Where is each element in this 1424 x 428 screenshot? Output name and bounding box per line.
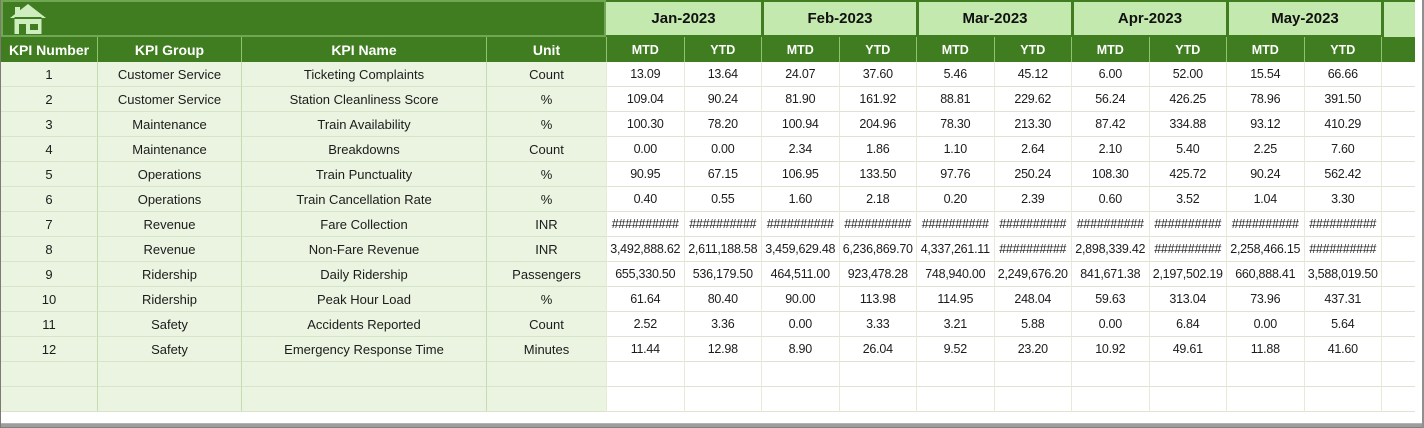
value-cell[interactable]: 11.44	[606, 337, 684, 362]
unit-cell[interactable]: Count	[486, 137, 606, 162]
window-bottom-edge	[1, 423, 1424, 428]
value-cell[interactable]: 87.42	[1071, 112, 1149, 137]
value-cell[interactable]: 923,478.28	[839, 262, 917, 287]
value-cell[interactable]: 8.90	[761, 337, 839, 362]
value-cell[interactable]: 3.33	[839, 312, 917, 337]
partial-cell[interactable]	[1381, 87, 1415, 112]
value-cell[interactable]: 229.62	[994, 87, 1072, 112]
value-cell[interactable]	[916, 387, 994, 412]
value-cell[interactable]	[839, 387, 917, 412]
mtd-header[interactable]: MTD	[1226, 37, 1304, 62]
kpi-name-cell[interactable]: Breakdowns	[241, 137, 486, 162]
value-cell[interactable]: 2.34	[761, 137, 839, 162]
value-cell[interactable]	[1149, 387, 1227, 412]
value-cell[interactable]: 100.94	[761, 112, 839, 137]
kpi-name-cell[interactable]: Non-Fare Revenue	[241, 237, 486, 262]
value-cell[interactable]: 0.40	[606, 187, 684, 212]
value-cell[interactable]: 748,940.00	[916, 262, 994, 287]
kpi-group-cell[interactable]: Revenue	[97, 212, 241, 237]
kpi-group-cell[interactable]	[97, 362, 241, 387]
month-header-apr-2023[interactable]: Apr-2023	[1071, 0, 1226, 37]
value-cell[interactable]	[1071, 387, 1149, 412]
kpi-number-cell[interactable]: 9	[1, 262, 97, 287]
value-cell[interactable]: 0.00	[761, 312, 839, 337]
mtd-header[interactable]: MTD	[916, 37, 994, 62]
partial-cell[interactable]	[1381, 137, 1415, 162]
value-cell[interactable]: 562.42	[1304, 162, 1382, 187]
table-row	[1, 187, 1415, 212]
value-cell[interactable]: 2.39	[994, 187, 1072, 212]
kpi-group-cell[interactable]: Safety	[97, 312, 241, 337]
value-cell[interactable]: ##########	[994, 212, 1072, 237]
month-header-jan-2023[interactable]: Jan-2023	[606, 0, 761, 37]
table-row	[1, 337, 1415, 362]
value-cell[interactable]: 78.30	[916, 112, 994, 137]
mtd-ytd-headers	[606, 37, 1381, 62]
value-cell[interactable]	[1149, 362, 1227, 387]
mtd-header[interactable]: MTD	[761, 37, 839, 62]
value-cell[interactable]: 9.52	[916, 337, 994, 362]
value-cell[interactable]: 213.30	[994, 112, 1072, 137]
value-cell[interactable]: ##########	[839, 212, 917, 237]
kpi-name-cell[interactable]: Fare Collection	[241, 212, 486, 237]
value-cell[interactable]: 45.12	[994, 62, 1072, 87]
value-cell[interactable]: 334.88	[1149, 112, 1227, 137]
unit-cell[interactable]: %	[486, 162, 606, 187]
value-cell[interactable]: 2,611,188.58	[684, 237, 762, 262]
unit-cell[interactable]: Count	[486, 312, 606, 337]
partial-cell[interactable]	[1381, 237, 1415, 262]
value-cell[interactable]: 5.46	[916, 62, 994, 87]
partial-cell[interactable]	[1381, 337, 1415, 362]
kpi-number-cell[interactable]: 3	[1, 112, 97, 137]
value-cell[interactable]: 2.25	[1226, 137, 1304, 162]
value-cell[interactable]: 90.00	[761, 287, 839, 312]
table-row	[1, 362, 1415, 387]
value-cell[interactable]: 437.31	[1304, 287, 1382, 312]
kpi-number-cell[interactable]: 12	[1, 337, 97, 362]
value-cell[interactable]: 2.52	[606, 312, 684, 337]
value-cell[interactable]	[606, 362, 684, 387]
column-header-row	[1, 37, 1415, 62]
kpi-number-cell[interactable]: 1	[1, 62, 97, 87]
table-row	[1, 262, 1415, 287]
value-cell[interactable]: ##########	[1149, 237, 1227, 262]
value-cell[interactable]: 391.50	[1304, 87, 1382, 112]
unit-cell[interactable]: %	[486, 187, 606, 212]
value-cell[interactable]: 97.76	[916, 162, 994, 187]
value-cell[interactable]: 2,197,502.19	[1149, 262, 1227, 287]
value-cell[interactable]: ##########	[606, 212, 684, 237]
value-cell[interactable]: 5.88	[994, 312, 1072, 337]
value-cell[interactable]: 4,337,261.11	[916, 237, 994, 262]
value-cell[interactable]	[606, 387, 684, 412]
value-cell[interactable]: 0.20	[916, 187, 994, 212]
value-cell[interactable]: 2.64	[994, 137, 1072, 162]
value-cell[interactable]: 11.88	[1226, 337, 1304, 362]
kpi-name-cell[interactable]: Train Availability	[241, 112, 486, 137]
kpi-group-cell[interactable]: Safety	[97, 337, 241, 362]
value-cell[interactable]: 161.92	[839, 87, 917, 112]
ytd-header[interactable]: YTD	[1304, 37, 1382, 62]
kpi-number-cell[interactable]: 6	[1, 187, 97, 212]
value-cell[interactable]: 80.40	[684, 287, 762, 312]
value-cell[interactable]: 81.90	[761, 87, 839, 112]
unit-cell[interactable]: Passengers	[486, 262, 606, 287]
value-cell[interactable]: 5.40	[1149, 137, 1227, 162]
value-cell[interactable]: 113.98	[839, 287, 917, 312]
header-kpi-number[interactable]: KPI Number	[1, 37, 97, 62]
partial-cell[interactable]	[1381, 112, 1415, 137]
value-cell[interactable]: 109.04	[606, 87, 684, 112]
value-cell[interactable]: 78.20	[684, 112, 762, 137]
value-cell[interactable]: 0.60	[1071, 187, 1149, 212]
value-cell[interactable]: 3.52	[1149, 187, 1227, 212]
value-cell[interactable]: 3,492,888.62	[606, 237, 684, 262]
value-cell[interactable]: 0.55	[684, 187, 762, 212]
value-cell[interactable]: 3,588,019.50	[1304, 262, 1382, 287]
value-cell[interactable]: 67.15	[684, 162, 762, 187]
value-cell[interactable]: 660,888.41	[1226, 262, 1304, 287]
value-cell[interactable]: 0.00	[1071, 312, 1149, 337]
table-row	[1, 87, 1415, 112]
mtd-header[interactable]: MTD	[606, 37, 684, 62]
value-cell[interactable]: 2.18	[839, 187, 917, 212]
kpi-name-cell[interactable]: Train Punctuality	[241, 162, 486, 187]
value-cell[interactable]	[1226, 387, 1304, 412]
value-cell[interactable]	[839, 362, 917, 387]
kpi-number-cell[interactable]: 11	[1, 312, 97, 337]
value-cell[interactable]: 88.81	[916, 87, 994, 112]
value-cell[interactable]: 23.20	[994, 337, 1072, 362]
partial-cell[interactable]	[1381, 187, 1415, 212]
value-cell[interactable]	[994, 387, 1072, 412]
value-cell[interactable]: 464,511.00	[761, 262, 839, 287]
value-cell[interactable]: ##########	[1304, 212, 1382, 237]
value-cell[interactable]: ##########	[684, 212, 762, 237]
kpi-group-cell[interactable]: Ridership	[97, 262, 241, 287]
partial-cell[interactable]	[1381, 62, 1415, 87]
unit-cell[interactable]: INR	[486, 212, 606, 237]
value-cell[interactable]	[1226, 362, 1304, 387]
value-cell[interactable]: 12.98	[684, 337, 762, 362]
kpi-group-cell[interactable]: Maintenance	[97, 112, 241, 137]
month-header-mar-2023[interactable]: Mar-2023	[916, 0, 1071, 37]
value-cell[interactable]: ##########	[761, 212, 839, 237]
value-cell[interactable]: ##########	[1149, 212, 1227, 237]
partial-cell[interactable]	[1381, 162, 1415, 187]
unit-cell[interactable]: Minutes	[486, 337, 606, 362]
month-header-may-2023[interactable]: May-2023	[1226, 0, 1381, 37]
header-kpi-name[interactable]: KPI Name	[241, 37, 486, 62]
value-cell[interactable]: 37.60	[839, 62, 917, 87]
home-banner[interactable]	[1, 0, 606, 37]
value-cell[interactable]: 313.04	[1149, 287, 1227, 312]
kpi-group-cell[interactable]: Ridership	[97, 287, 241, 312]
value-cell[interactable]: 106.95	[761, 162, 839, 187]
ytd-header[interactable]: YTD	[1149, 37, 1227, 62]
kpi-number-cell[interactable]: 7	[1, 212, 97, 237]
value-cell[interactable]: ##########	[994, 237, 1072, 262]
table-row	[1, 137, 1415, 162]
partial-cell[interactable]	[1381, 312, 1415, 337]
kpi-name-cell[interactable]	[241, 362, 486, 387]
value-cell[interactable]: 73.96	[1226, 287, 1304, 312]
kpi-number-cell[interactable]	[1, 387, 97, 412]
value-cell[interactable]: 1.04	[1226, 187, 1304, 212]
value-cell[interactable]: 59.63	[1071, 287, 1149, 312]
kpi-number-cell[interactable]: 5	[1, 162, 97, 187]
value-cell[interactable]: 56.24	[1071, 87, 1149, 112]
value-cell[interactable]: 41.60	[1304, 337, 1382, 362]
value-cell[interactable]: 425.72	[1149, 162, 1227, 187]
home-icon[interactable]	[8, 3, 48, 35]
value-cell[interactable]	[1304, 387, 1382, 412]
value-cell[interactable]: 90.95	[606, 162, 684, 187]
value-cell[interactable]: 26.04	[839, 337, 917, 362]
ytd-header[interactable]: YTD	[994, 37, 1072, 62]
kpi-name-cell[interactable]: Ticketing Complaints	[241, 62, 486, 87]
partial-month-column	[1381, 0, 1415, 37]
value-cell[interactable]: 0.00	[1226, 312, 1304, 337]
value-cell[interactable]: 52.00	[1149, 62, 1227, 87]
kpi-name-cell[interactable]: Train Cancellation Rate	[241, 187, 486, 212]
value-cell[interactable]	[916, 362, 994, 387]
value-cell[interactable]: 841,671.38	[1071, 262, 1149, 287]
partial-cell[interactable]	[1381, 212, 1415, 237]
month-header-band	[1, 0, 1415, 37]
value-cell[interactable]: 2,898,339.42	[1071, 237, 1149, 262]
value-cell[interactable]: 100.30	[606, 112, 684, 137]
value-cell[interactable]: 2.10	[1071, 137, 1149, 162]
value-cell[interactable]: 24.07	[761, 62, 839, 87]
value-cell[interactable]: ##########	[1071, 212, 1149, 237]
kpi-group-cell[interactable]	[97, 387, 241, 412]
value-cell[interactable]: 2,258,466.15	[1226, 237, 1304, 262]
partial-cell[interactable]	[1381, 362, 1415, 387]
value-cell[interactable]: 1.86	[839, 137, 917, 162]
ytd-header[interactable]: YTD	[684, 37, 762, 62]
value-cell[interactable]: 0.00	[606, 137, 684, 162]
value-cell[interactable]: 248.04	[994, 287, 1072, 312]
table-row	[1, 312, 1415, 337]
kpi-group-cell[interactable]: Revenue	[97, 237, 241, 262]
header-unit[interactable]: Unit	[486, 37, 606, 62]
value-cell[interactable]: 6.00	[1071, 62, 1149, 87]
partial-cell[interactable]	[1381, 387, 1415, 412]
kpi-group-cell[interactable]: Operations	[97, 187, 241, 212]
value-cell[interactable]: 7.60	[1304, 137, 1382, 162]
value-cell[interactable]: 2,249,676.20	[994, 262, 1072, 287]
value-cell[interactable]: 0.00	[684, 137, 762, 162]
kpi-name-cell[interactable]: Daily Ridership	[241, 262, 486, 287]
table-row	[1, 287, 1415, 312]
value-cell[interactable]: 93.12	[1226, 112, 1304, 137]
kpi-group-cell[interactable]: Customer Service	[97, 62, 241, 87]
value-cell[interactable]: 13.09	[606, 62, 684, 87]
value-cell[interactable]: 410.29	[1304, 112, 1382, 137]
value-cell[interactable]: ##########	[1304, 237, 1382, 262]
value-cell[interactable]: 66.66	[1304, 62, 1382, 87]
kpi-name-cell[interactable]: Peak Hour Load	[241, 287, 486, 312]
kpi-name-cell[interactable]: Emergency Response Time	[241, 337, 486, 362]
table-body	[1, 62, 1424, 412]
value-cell[interactable]: 10.92	[1071, 337, 1149, 362]
value-cell[interactable]	[684, 387, 762, 412]
unit-cell[interactable]: %	[486, 112, 606, 137]
kpi-number-cell[interactable]: 10	[1, 287, 97, 312]
value-cell[interactable]: 78.96	[1226, 87, 1304, 112]
kpi-number-cell[interactable]: 4	[1, 137, 97, 162]
value-cell[interactable]	[761, 387, 839, 412]
kpi-name-cell[interactable]: Accidents Reported	[241, 312, 486, 337]
value-cell[interactable]: 536,179.50	[684, 262, 762, 287]
unit-cell[interactable]: %	[486, 287, 606, 312]
kpi-number-cell[interactable]	[1, 362, 97, 387]
unit-cell[interactable]: INR	[486, 237, 606, 262]
value-cell[interactable]: 655,330.50	[606, 262, 684, 287]
value-cell[interactable]: 114.95	[916, 287, 994, 312]
ytd-header[interactable]: YTD	[839, 37, 917, 62]
value-cell[interactable]: 3.36	[684, 312, 762, 337]
value-cell[interactable]: 13.64	[684, 62, 762, 87]
value-cell[interactable]	[684, 362, 762, 387]
value-cell[interactable]: 1.10	[916, 137, 994, 162]
value-cell[interactable]: 108.30	[1071, 162, 1149, 187]
table-row	[1, 62, 1415, 87]
kpi-group-cell[interactable]: Maintenance	[97, 137, 241, 162]
bottom-margin	[1, 412, 1424, 423]
value-cell[interactable]: 49.61	[1149, 337, 1227, 362]
value-cell[interactable]: 426.25	[1149, 87, 1227, 112]
value-cell[interactable]: 204.96	[839, 112, 917, 137]
value-cell[interactable]: 1.60	[761, 187, 839, 212]
value-cell[interactable]	[994, 362, 1072, 387]
month-headers	[606, 0, 1381, 37]
kpi-name-cell[interactable]	[241, 387, 486, 412]
value-cell[interactable]	[761, 362, 839, 387]
value-cell[interactable]: 15.54	[1226, 62, 1304, 87]
value-cell[interactable]: 250.24	[994, 162, 1072, 187]
table-row	[1, 112, 1415, 137]
unit-cell[interactable]	[486, 362, 606, 387]
kpi-number-cell[interactable]: 8	[1, 237, 97, 262]
table-row	[1, 162, 1415, 187]
kpi-group-cell[interactable]: Customer Service	[97, 87, 241, 112]
value-cell[interactable]: ##########	[916, 212, 994, 237]
value-cell[interactable]: 6,236,869.70	[839, 237, 917, 262]
header-kpi-group[interactable]: KPI Group	[97, 37, 241, 62]
partial-cell[interactable]	[1381, 287, 1415, 312]
unit-cell[interactable]	[486, 387, 606, 412]
value-cell[interactable]: 5.64	[1304, 312, 1382, 337]
value-cell[interactable]: 90.24	[1226, 162, 1304, 187]
value-cell[interactable]: 3.30	[1304, 187, 1382, 212]
kpi-number-cell[interactable]: 2	[1, 87, 97, 112]
unit-cell[interactable]: Count	[486, 62, 606, 87]
value-cell[interactable]: ##########	[1226, 212, 1304, 237]
kpi-group-cell[interactable]: Operations	[97, 162, 241, 187]
value-cell[interactable]: 6.84	[1149, 312, 1227, 337]
month-header-feb-2023[interactable]: Feb-2023	[761, 0, 916, 37]
table-row	[1, 387, 1415, 412]
value-cell[interactable]	[1304, 362, 1382, 387]
value-cell[interactable]: 3,459,629.48	[761, 237, 839, 262]
mtd-header[interactable]: MTD	[1071, 37, 1149, 62]
unit-cell[interactable]: %	[486, 87, 606, 112]
table-row	[1, 237, 1415, 262]
value-cell[interactable]	[1071, 362, 1149, 387]
value-cell[interactable]: 61.64	[606, 287, 684, 312]
value-cell[interactable]: 3.21	[916, 312, 994, 337]
value-cell[interactable]: 133.50	[839, 162, 917, 187]
value-cell[interactable]: 90.24	[684, 87, 762, 112]
kpi-name-cell[interactable]: Station Cleanliness Score	[241, 87, 486, 112]
partial-cell[interactable]	[1381, 262, 1415, 287]
table-row	[1, 212, 1415, 237]
partial-header-cell	[1381, 37, 1415, 62]
